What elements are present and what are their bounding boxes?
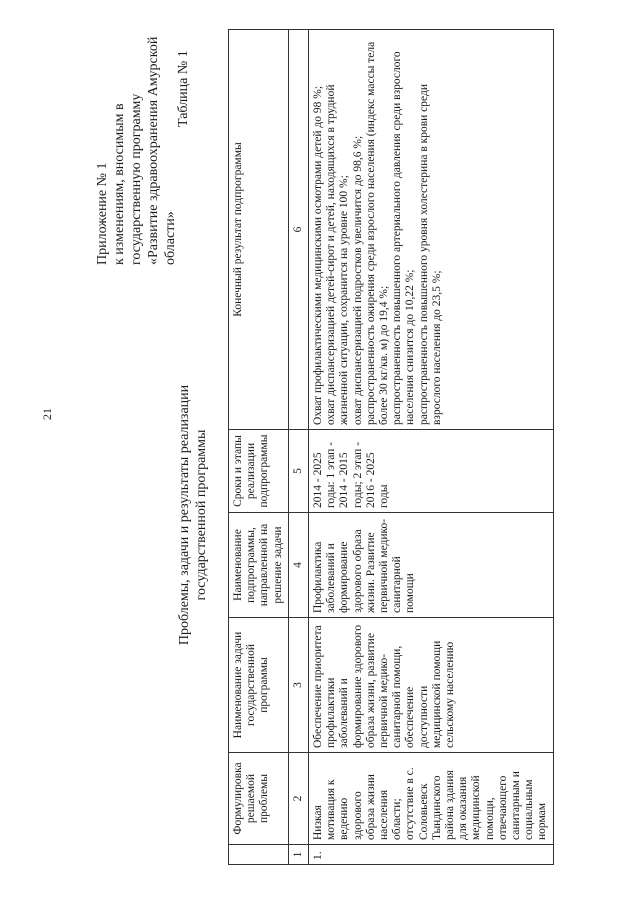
column-number: 2 xyxy=(288,753,308,845)
table-header-row xyxy=(229,30,289,865)
result-item: охват диспансеризацией подростков увеличится до 98,6 %; xyxy=(351,135,364,425)
task-cell: Обеспечение приоритета профилактики заболеваний и формирование здорового образа жизни, развитие первичной медико-санитарной помощи, обеспечение доступности медицинской помощи сельскому населению xyxy=(309,618,554,753)
problems-table xyxy=(228,29,554,865)
appendix-line: государственную программу xyxy=(129,93,144,265)
subprogram-cell: Профилактика заболеваний и формирование здорового образа жизни. Развитие первичной медико-санитарной помощи xyxy=(309,513,554,618)
title-line: государственной программы xyxy=(194,429,209,601)
header-cell xyxy=(229,845,289,865)
result-item: охват диспансеризацией детей-сирот и детей, находящихся в трудной жизненной ситуации, сохранится на уровне 100 %; xyxy=(325,84,351,425)
appendix-line: области» xyxy=(163,211,178,265)
page-number: 21 xyxy=(40,408,54,420)
column-number: 4 xyxy=(288,513,308,618)
appendix-line: Приложение № 1 xyxy=(95,162,110,265)
column-number: 1 xyxy=(288,845,308,865)
header-cell: Формулировка решаемой проблемы xyxy=(229,753,289,845)
header-cell: Сроки и этапы реализации подпрограммы xyxy=(229,430,289,513)
column-number: 3 xyxy=(288,618,308,753)
appendix-line: «Развитие здравоохранения Амурской xyxy=(146,36,161,265)
appendix-line: к изменениям, вносимым в xyxy=(112,103,127,265)
header-cell: Наименование подпрограммы, направленной на решение задачи xyxy=(229,513,289,618)
column-number: 6 xyxy=(288,30,308,430)
header-cell: Наименование задачи государственной программы xyxy=(229,618,289,753)
terms-cell: 2014 - 2025 годы: 1 этап - 2014 - 2015 годы; 2 этап - 2016 - 2025 годы xyxy=(309,430,554,513)
results-cell xyxy=(309,30,554,430)
table-label: Таблица № 1 xyxy=(176,50,191,127)
column-number-row xyxy=(288,30,308,865)
result-item: Охват профилактическими медицинскими осмотрами детей до 98 %; xyxy=(312,85,325,425)
problem-cell: Низкая мотивация к ведению здорового образа жизни населения области; отсутствие в с. Соловьевск Тындинского района здания для оказания медицинской помощи, отвечающего санитарным и социальным нормам xyxy=(309,753,554,845)
title-line: Проблемы, задачи и результаты реализации xyxy=(177,384,192,646)
result-item: распространенность ожирения среди взрослого населения (индекс массы тела более 30 кг/кв. м) до 19,4 %; xyxy=(364,41,391,425)
column-number: 5 xyxy=(288,430,308,513)
result-item: распространенность повышенного артериального давления среди взрослого населения снизится до 10,22 %; xyxy=(391,51,417,425)
document-title xyxy=(176,235,210,795)
appendix-note xyxy=(94,25,179,265)
table-row xyxy=(309,30,554,865)
header-cell: Конечный результат подпрограммы xyxy=(229,30,289,430)
result-item: распространенность повышенного уровня холестерина в крови среди взрослого населения до 23,5 %; xyxy=(417,84,443,425)
row-number: 1. xyxy=(309,845,554,865)
